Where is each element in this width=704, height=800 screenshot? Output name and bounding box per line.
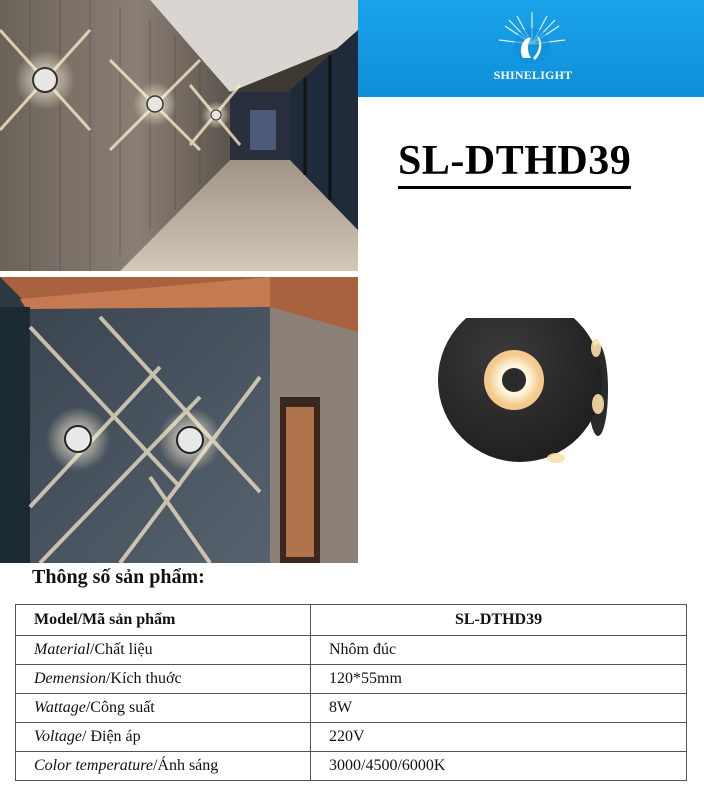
spec-header-row bbox=[16, 605, 687, 636]
spec-label-en: Material bbox=[34, 641, 90, 658]
spec-row-wattage bbox=[16, 694, 687, 723]
spec-table bbox=[15, 604, 687, 781]
spec-label bbox=[16, 665, 311, 694]
spec-value: 8W bbox=[311, 694, 687, 723]
spec-label bbox=[16, 752, 311, 781]
spec-label-vi: / Điện áp bbox=[82, 728, 141, 745]
corridor-photo bbox=[0, 0, 358, 271]
brand-name: SHINELIGHT bbox=[493, 68, 573, 82]
spec-label bbox=[16, 723, 311, 752]
spec-heading: Thông số sản phẩm: bbox=[32, 566, 205, 588]
spec-row-voltage bbox=[16, 723, 687, 752]
spec-header-value: SL-DTHD39 bbox=[311, 605, 687, 636]
spec-value: 3000/4500/6000K bbox=[311, 752, 687, 781]
spec-label-vi: /Công suất bbox=[85, 699, 155, 716]
spec-value: Nhôm đúc bbox=[311, 636, 687, 665]
spec-row-color-temperature bbox=[16, 752, 687, 781]
spec-label-en: Color temperature bbox=[34, 757, 153, 774]
spec-row-material bbox=[16, 636, 687, 665]
spec-value: 120*55mm bbox=[311, 665, 687, 694]
spec-label-vi: /Ánh sáng bbox=[152, 757, 219, 774]
spec-row-dimension bbox=[16, 665, 687, 694]
model-heading: SL-DTHD39 bbox=[398, 138, 631, 189]
spec-label-vi: /Kích thuớc bbox=[105, 670, 182, 687]
spec-label-vi: /Chất liệu bbox=[90, 641, 153, 658]
exterior-wall-photo bbox=[0, 277, 358, 563]
spec-value: 220V bbox=[311, 723, 687, 752]
product-image bbox=[430, 318, 630, 478]
spec-label bbox=[16, 636, 311, 665]
spec-label-en: Voltage bbox=[34, 728, 82, 745]
spec-header-label: Model/Mã sản phẩm bbox=[16, 605, 311, 636]
spec-label-en: Wattage bbox=[34, 699, 86, 716]
spec-label bbox=[16, 694, 311, 723]
spec-label-en: Demension bbox=[34, 670, 106, 687]
